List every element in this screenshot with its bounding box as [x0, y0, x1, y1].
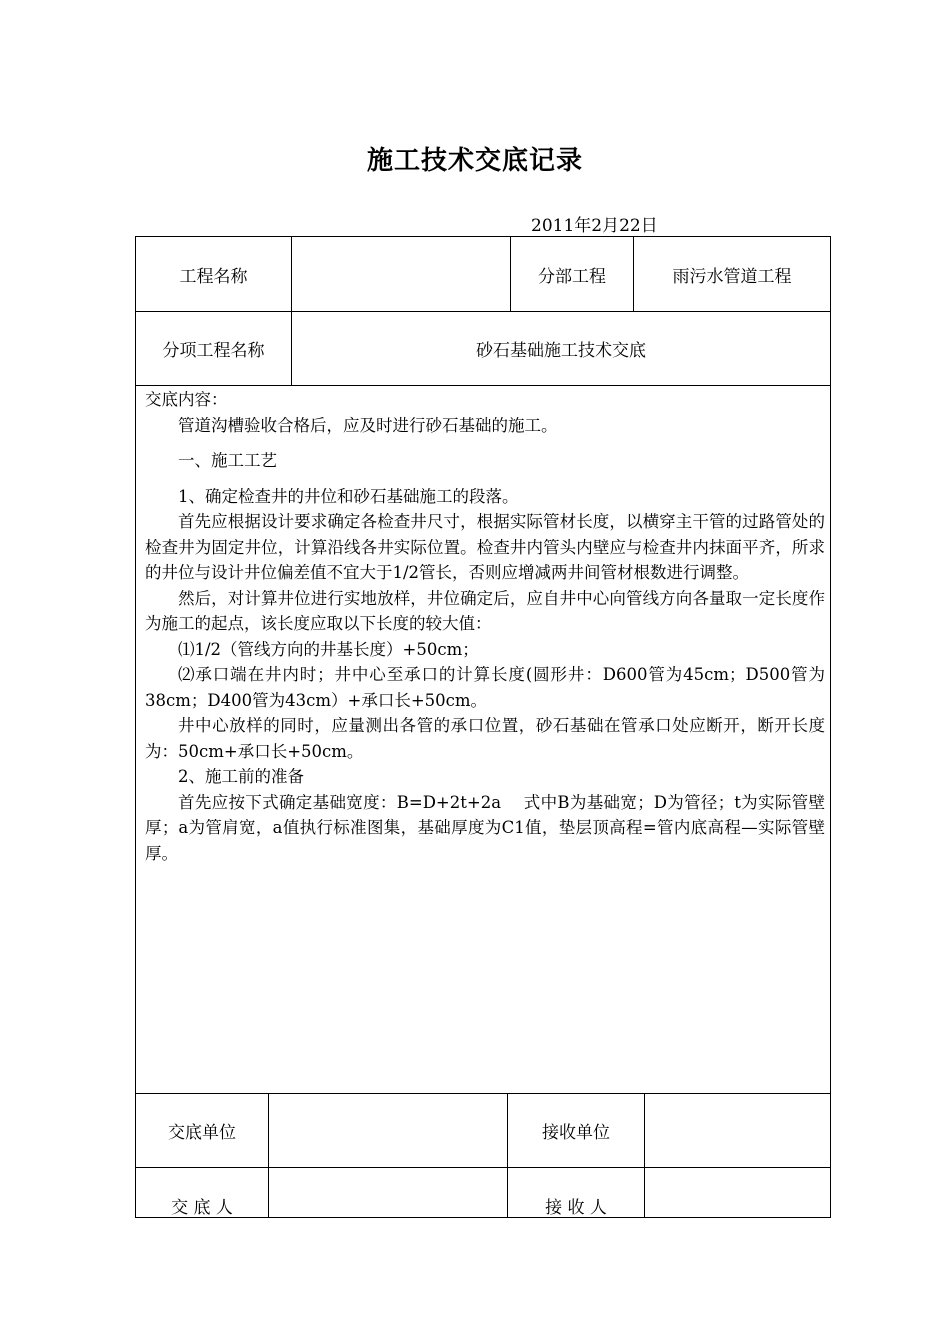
- content-paragraph: 管道沟槽验收合格后，应及时进行砂石基础的施工。: [178, 415, 558, 435]
- division-value: 雨污水管道工程: [672, 266, 792, 287]
- content-list-item: ⑴1/2（管线方向的井基长度）+50cm；: [178, 639, 479, 659]
- issuer-label: 交 底 人: [171, 1197, 233, 1218]
- receiving-unit-label: 接收单位: [542, 1123, 610, 1143]
- receiver-label: 接 收 人: [545, 1197, 607, 1218]
- project-name-value: [292, 237, 510, 311]
- row-divider: [135, 385, 831, 386]
- division-label: 分部工程: [538, 266, 606, 287]
- issuing-unit-value: [269, 1094, 507, 1167]
- receiver-value: [645, 1168, 830, 1217]
- content-paragraph: 首先应按下式确定基础宽度：B=D+2t+2a 式中B为基础宽；D为管径；t为实际管壁厚；a为管肩宽，a值执行标准图集，基础厚度为C1值，垫层顶高程=管内底高程—实际管壁厚。: [145, 792, 825, 863]
- subitem-value: 砂石基础施工技术交底: [476, 341, 646, 361]
- document-title: 施工技术交底记录: [366, 146, 583, 176]
- issuing-unit-label: 交底单位: [168, 1123, 236, 1143]
- receiving-unit-value: [645, 1094, 830, 1167]
- content-heading: 交底内容：: [145, 390, 228, 409]
- project-name-label: 工程名称: [179, 266, 248, 287]
- content-paragraph: 首先应根据设计要求确定各检查井尺寸，根据实际管材长度，以横穿主干管的过路管处的检查井为固定井位，计算沿线各井实际位置。检查井内管头内壁应与检查井内抹面平齐，所求的井位与设计井位偏差值不宜大于1/2管长，否则应增减两井间管材根数进行调整。: [145, 512, 825, 582]
- record-date: 2011年2月22日: [531, 216, 658, 236]
- subsection-heading: 2、施工前的准备: [178, 767, 304, 786]
- content-paragraph: 井中心放样的同时，应量测出各管的承口位置，砂石基础在管承口处应断开，断开长度为：50cm+承口长+50cm。: [145, 716, 825, 761]
- subsection-heading: 1、确定检查井的井位和砂石基础施工的段落。: [178, 486, 519, 506]
- subitem-label: 分项工程名称: [162, 341, 265, 361]
- issuer-value: [269, 1168, 507, 1217]
- section-heading: 一、施工工艺: [178, 451, 277, 470]
- disclosure-content: [145, 387, 825, 866]
- content-paragraph: 然后，对计算井位进行实地放样，井位确定后，应自井中心向管线方向各量取一定长度作为施工的起点，该长度应取以下长度的较大值：: [145, 588, 825, 633]
- content-list-item: ⑵承口端在井内时；井中心至承口的计算长度(圆形井：D600管为45cm；D500管为38cm；D400管为43cm）+承口长+50cm。: [145, 665, 825, 710]
